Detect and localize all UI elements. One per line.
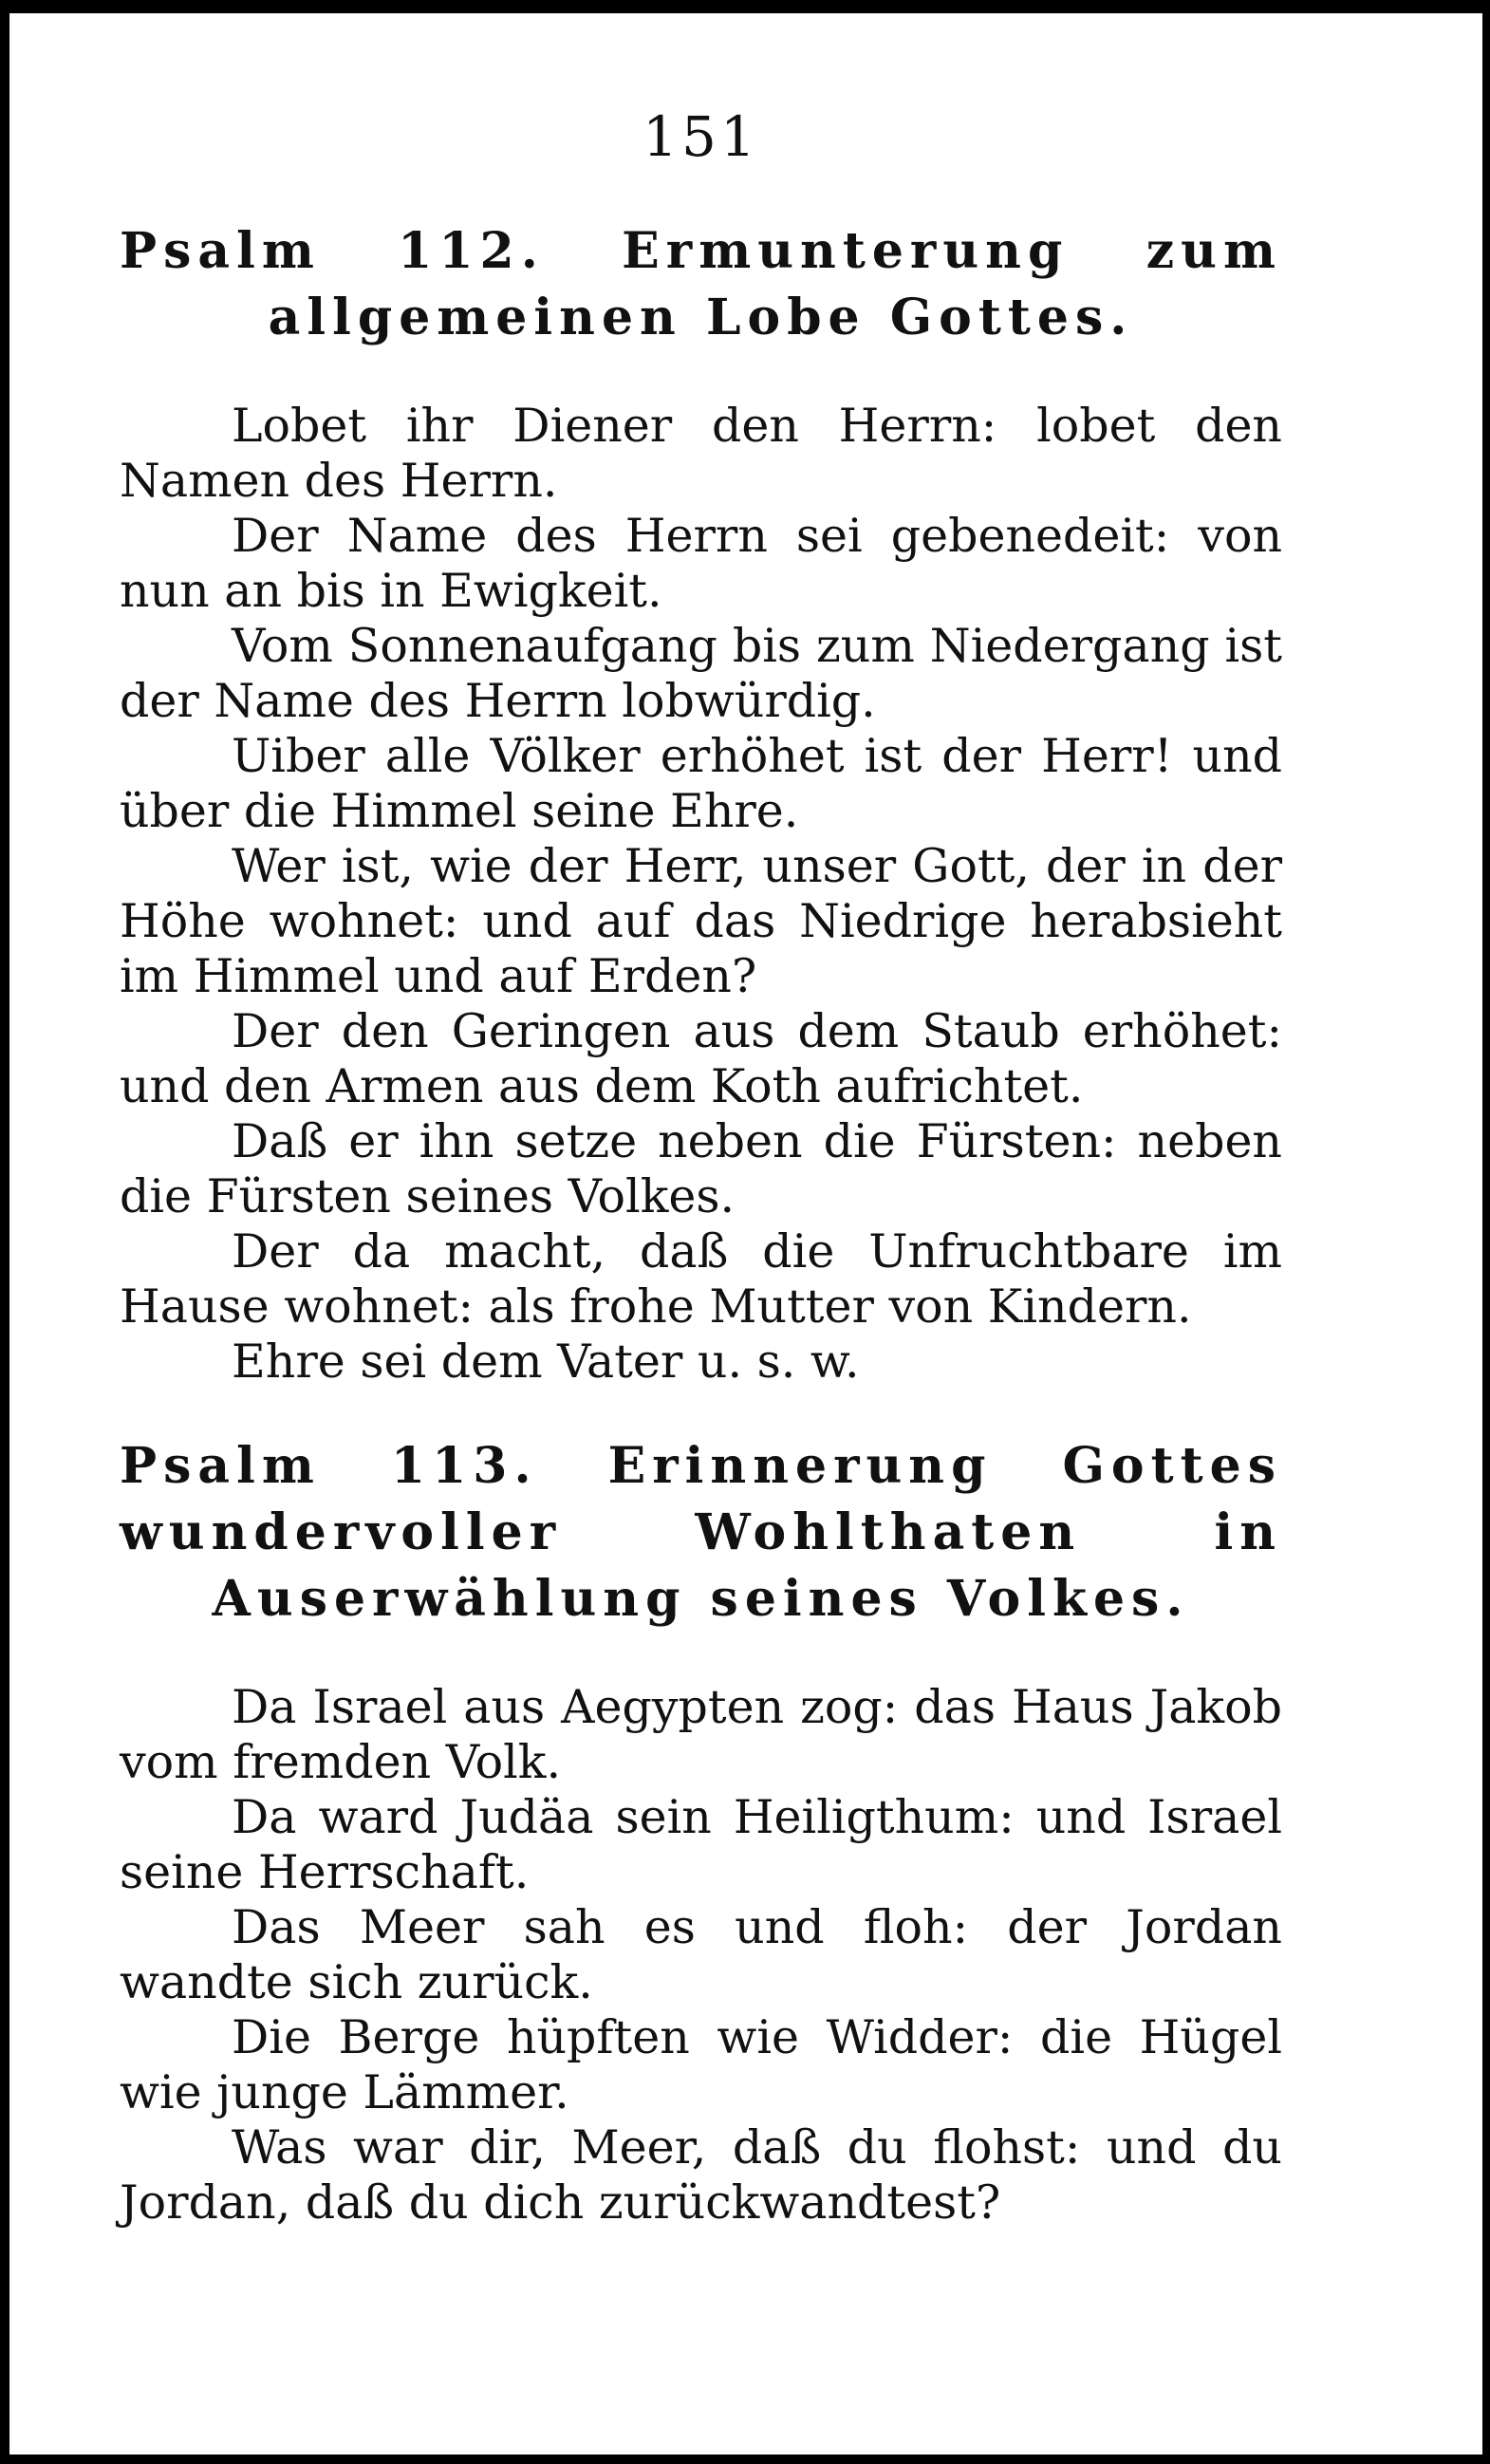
scan-border-bottom: [0, 2455, 1490, 2464]
verse-list: [120, 1680, 1282, 2231]
book-page: [120, 104, 1282, 2274]
verse: Ehre sei dem Vater u. s. w.: [232, 1335, 860, 1389]
verse: Der da macht, daß die Unfruchtbare im Hause wohnet: als frohe Mutter von Kindern.: [120, 1224, 1282, 1334]
scan-border-left: [0, 0, 9, 2464]
scan-border-right: [1482, 0, 1490, 2464]
psalm-113-section: [120, 1433, 1282, 2231]
verse: Das Meer sah es und floh: der Jordan wandte sich zurück.: [120, 1900, 1282, 2009]
verse: Daß er ihn setze neben die Fürsten: neben die Fürsten seines Volkes.: [120, 1114, 1282, 1223]
verse: Der den Geringen aus dem Staub erhöhet: und den Armen aus dem Koth aufrichtet.: [120, 1004, 1282, 1113]
verse: Uiber alle Völker erhöhet ist der Herr! und über die Himmel seine Ehre.: [120, 729, 1282, 838]
psalm-112-section: [120, 218, 1282, 1390]
verse: Wer ist, wie der Herr, unser Gott, der in der Höhe wohnet: und auf das Niedrige herabsieht im Himmel und auf Erden?: [120, 839, 1282, 1003]
verse: Was war dir, Meer, daß du flohst: und du Jordan, daß du dich zurückwandtest?: [120, 2120, 1282, 2230]
verse: Die Berge hüpften wie Widder: die Hügel wie junge Lämmer.: [120, 2010, 1282, 2119]
page-number: 151: [643, 104, 759, 169]
verse: Lobet ihr Diener den Herrn: lobet den Namen des Herrn.: [120, 399, 1282, 508]
verse-list: [120, 399, 1282, 1390]
verse: Da ward Judäa sein Heiligthum: und Israel seine Herrschaft.: [120, 1790, 1282, 1899]
psalm-heading: Psalm 112. Ermunterung zum allgemeinen Lobe Gottes.: [120, 222, 1282, 346]
scan-border-top: [0, 0, 1490, 13]
verse: Da Israel aus Aegypten zog: das Haus Jakob vom fremden Volk.: [120, 1680, 1282, 1789]
psalm-heading: Psalm 113. Erinnerung Gottes wundervoller Wohlthaten in Auserwählung seines Volkes.: [120, 1437, 1282, 1628]
verse: Vom Sonnenaufgang bis zum Niedergang ist der Name des Herrn lobwürdig.: [120, 619, 1282, 728]
verse: Der Name des Herrn sei gebenedeit: von nun an bis in Ewigkeit.: [120, 509, 1282, 618]
